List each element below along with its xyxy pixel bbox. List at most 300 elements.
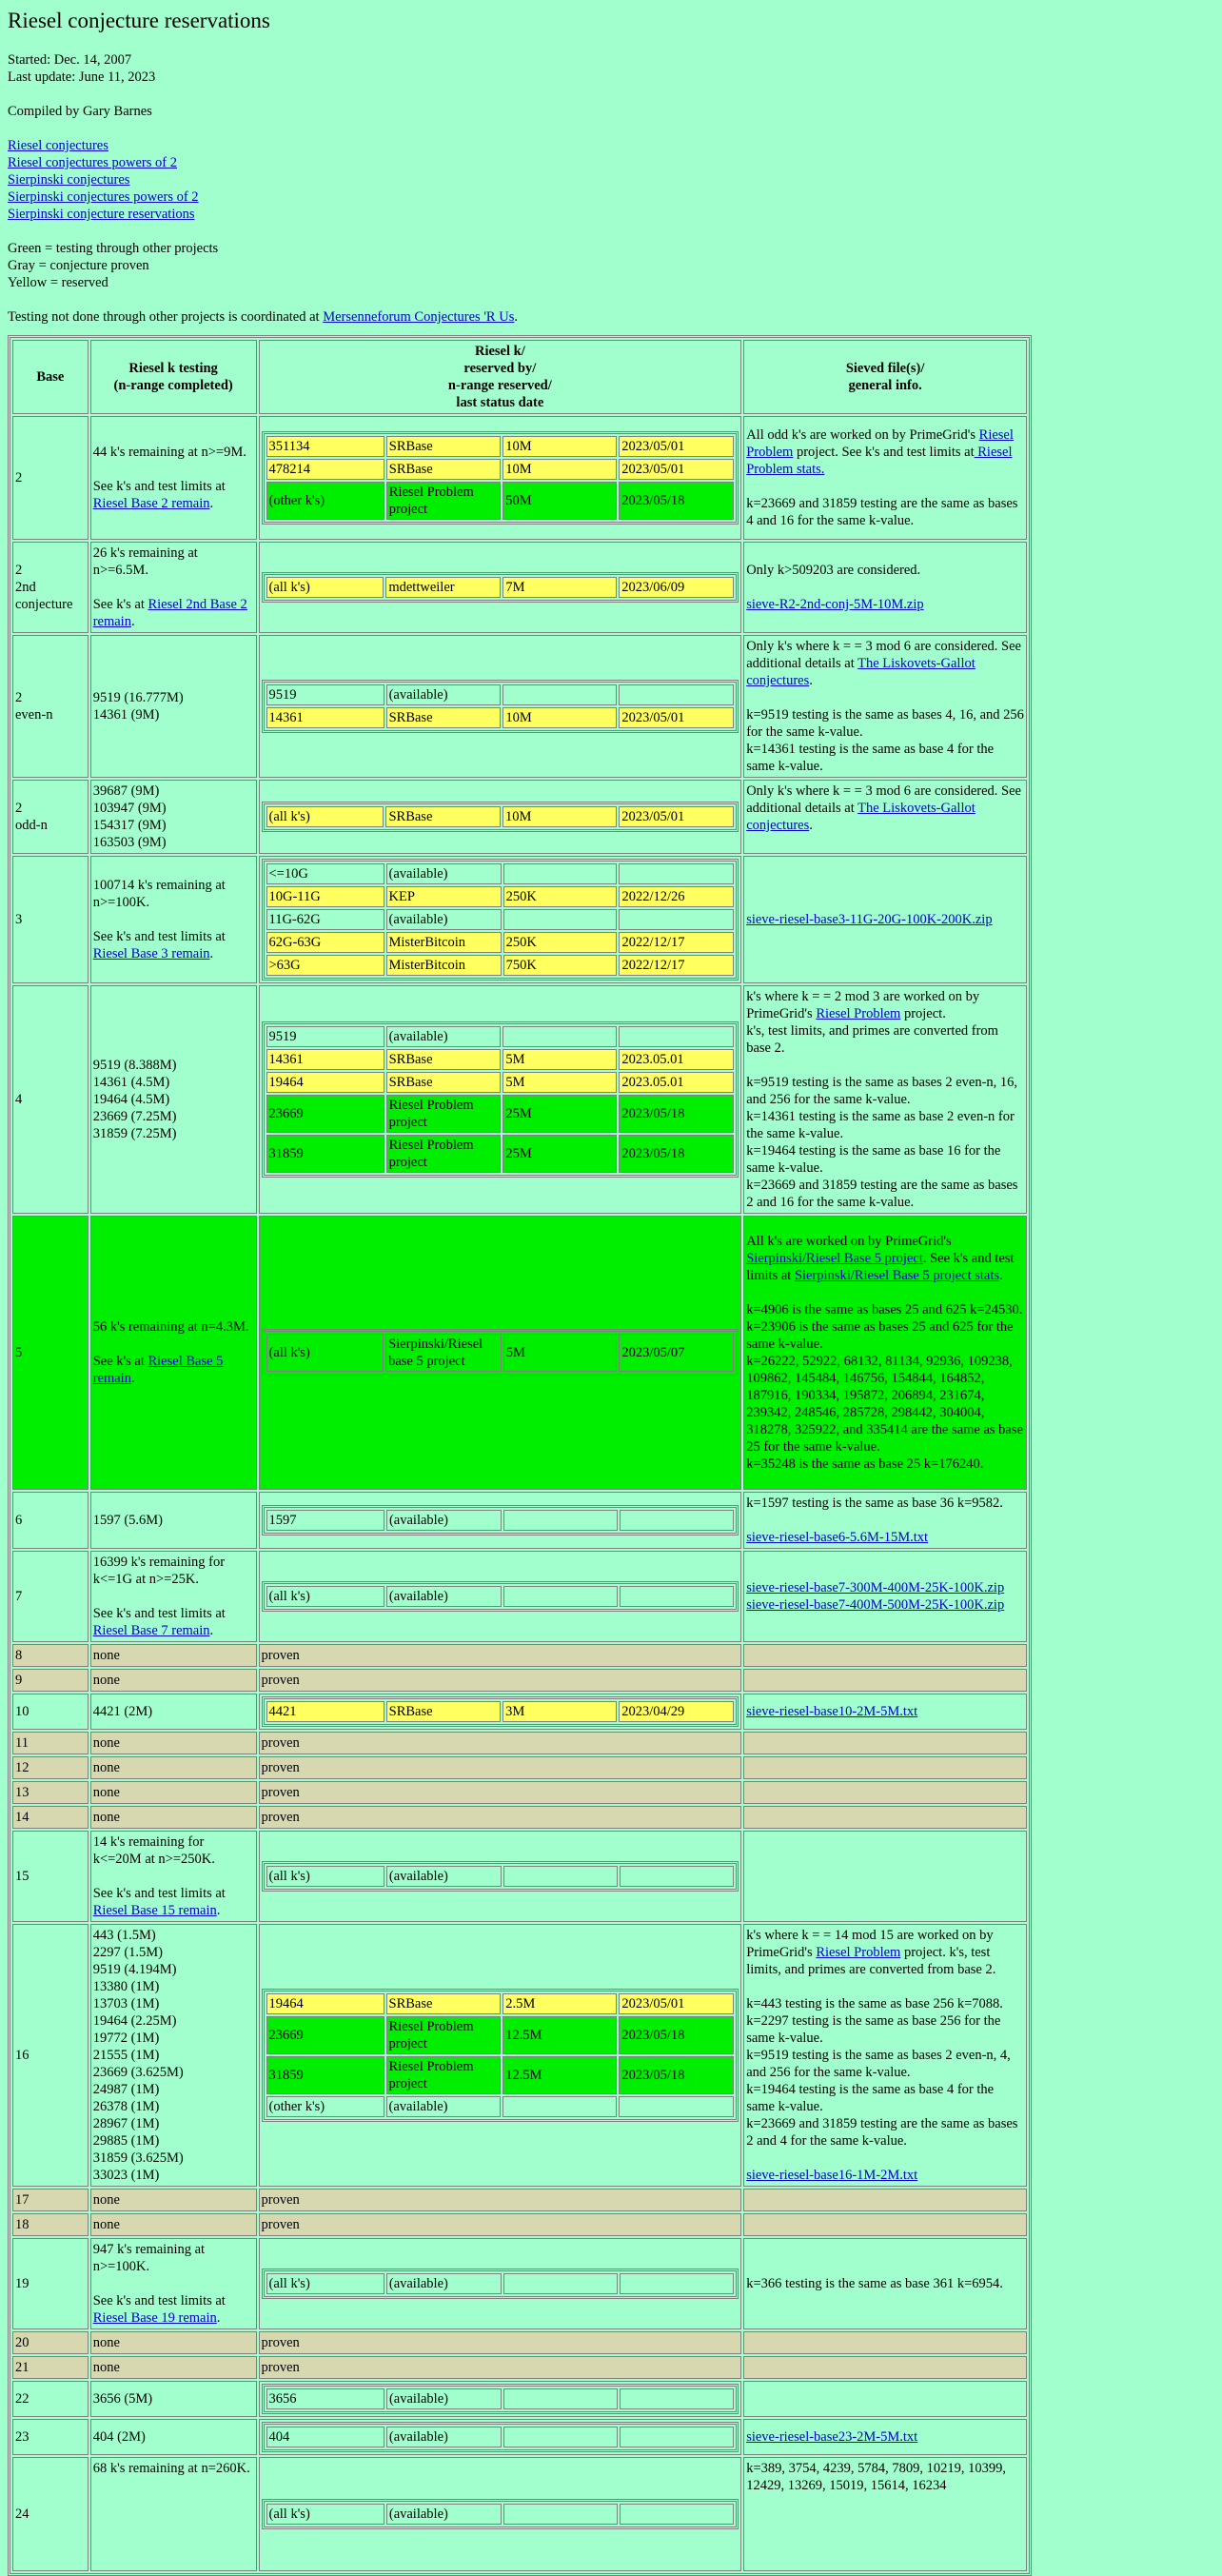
res-n: 3M [503,1701,617,1722]
sieve-file-link[interactable]: sieve-riesel-base16-1M-2M.txt [746,2168,918,2183]
base-cell: 24 [12,2457,89,2571]
table-row [12,1732,1027,1754]
res-date [620,1510,734,1531]
testing-text: 9519 (16.777M) [92,690,184,705]
table-row [12,780,1027,854]
riesel-problem-link[interactable]: Riesel Problem [816,1006,901,1021]
reservation-row [266,2016,735,2054]
res-date: 2023.05.01 [619,1049,734,1070]
testing-text: 19464 (4.5M) [92,1092,170,1107]
res-by: Riesel Problem project [386,2056,502,2094]
legend-yellow: Yellow = reserved [8,275,108,290]
res-k: 10G-11G [266,886,384,907]
info-cell [743,1924,1027,2187]
testing-cell: 4421 (2M) [90,1694,257,1730]
res-k: (all k's) [266,577,384,598]
testing-cell: 1597 (5.6M) [90,1492,257,1549]
reservation-subtable [262,680,739,733]
table-row [12,1924,1027,2187]
link-riesel-conjectures[interactable]: Riesel conjectures [8,138,108,153]
reservation-row [266,2388,735,2409]
res-by: SRBase [386,1049,502,1070]
res-date [620,2504,734,2525]
reservation-row [266,1866,735,1887]
compiled-by: Compiled by Gary Barnes [8,104,152,119]
reservation-row [266,1095,735,1133]
res-k: 14361 [266,1049,384,1070]
res-date: 2022/12/26 [619,886,734,907]
legend-green: Green = testing through other projects [8,241,219,256]
info-cell [743,1806,1027,1829]
res-by: Riesel Problem project [386,482,502,520]
info-text: k=19464 testing is the same as base 4 for the same k-value. [746,2082,995,2114]
info-cell: Only k's where k = = 3 mod 6 are considered. See additional details at The Liskovets-Gallot conjectures. k=9519 testing is the same as bases 4, 16, and 256 for the same k-value. k=14361 testing is the same as base 4 for the same k-value. [743,635,1027,778]
testing-text: 29885 (1M) [92,2133,160,2149]
base-cell: 14 [12,1806,89,1829]
res-date [619,863,734,884]
testing-cell: none [90,2331,257,2354]
reservation-row [266,1586,735,1607]
res-date: 2023/05/01 [619,459,734,480]
res-n: 7M [503,577,617,598]
table-row [12,1492,1027,1549]
info-cell [743,1551,1027,1642]
testing-text: 68 k's remaining at n=260K. [92,2461,250,2476]
testing-cell: 14 k's remaining for k<=20M at n>=250K. See k's and test limits at Riesel Base 15 remain. [90,1831,257,1922]
table-row [12,1216,1027,1490]
header-base: Base [12,340,89,414]
info-cell [743,985,1027,1214]
res-n: 10M [503,459,617,480]
reservation-subtable [262,431,739,525]
testing-cell: none [90,2189,257,2211]
base-text: conjecture [15,597,73,612]
info-cell [743,2419,1027,2455]
base-cell [12,635,89,778]
testing-cell: none [90,1732,257,1754]
header-reserved-l2: reserved by/ [463,361,537,376]
res-n: 750K [503,955,618,976]
base-cell: 13 [12,1781,89,1804]
res-n: 25M [503,1095,617,1133]
info-text: k's, test limits, and primes are converted from base 2. [746,1023,998,1056]
base-text: 2 [15,690,23,705]
testing-cell: 16399 k's remaining for k<=1G at n>=25K. See k's and test limits at Riesel Base 7 remain. [90,1551,257,1642]
base-cell: 23 [12,2419,89,2455]
sieve-file-link[interactable]: sieve-R2-2nd-conj-5M-10M.zip [746,597,924,612]
res-n: 12.5M [503,2016,617,2054]
header-reserved-l1: Riesel k/ [474,344,525,359]
base5-stats-link[interactable]: Sierpinski/Riesel Base 5 project stats [794,1268,1000,1283]
header-reserved-l4: last status date [456,395,544,410]
res-date: 2023/05/01 [619,1993,734,2014]
reservation-subtable [262,859,739,981]
res-by: SRBase [386,1072,502,1093]
info-text: project. [900,1006,946,1021]
reservation-subtable [262,2269,739,2299]
reserved-cell: proven [259,1756,742,1779]
reserved-cell [259,542,742,633]
table-row [12,2189,1027,2211]
testing-cell: 947 k's remaining at n>=100K. See k's and test limits at Riesel Base 19 remain. [90,2238,257,2329]
link-sierpinski-powers-of-2[interactable]: Sierpinski conjectures powers of 2 [8,189,199,205]
sieve-file-link[interactable]: sieve-riesel-base6-5.6M-15M.txt [746,1530,929,1545]
res-by: SRBase [386,1993,502,2014]
remain-link[interactable]: Riesel Base 3 remain [92,946,210,961]
res-n [503,1510,618,1531]
res-k: 1597 [266,1510,384,1531]
res-by: MisterBitcoin [386,955,502,976]
base-cell: 5 [12,1216,89,1490]
reservation-subtable [262,1505,739,1536]
info-text: k=23669 and 31859 testing are the same as bases 4 and 16 for the same k-value. [746,496,1018,528]
testing-text: 19464 (2.25M) [92,2013,177,2029]
riesel-problem-stats-link[interactable]: Riesel Problem stats. [746,445,1013,477]
testing-text: 2297 (1.5M) [92,1945,164,1960]
testing-cell: 26 k's remaining at n>=6.5M. See k's at Riesel 2nd Base 2 remain. [90,542,257,633]
info-text: Only k>509203 are considered. [746,563,921,578]
res-by: (available) [386,1866,502,1887]
res-by: SRBase [386,459,502,480]
link-riesel-powers-of-2[interactable]: Riesel conjectures powers of 2 [8,155,177,170]
testing-text: 443 (1.5M) [92,1928,156,1943]
res-k: (other k's) [266,482,384,520]
date-info [8,51,1222,86]
res-n [503,684,617,705]
res-k: >63G [266,955,384,976]
sieve-file-link[interactable]: sieve-riesel-base23-2M-5M.txt [746,2429,918,2445]
header-testing-l2: (n-range completed) [113,378,233,393]
reservation-row [266,436,735,457]
reservation-subtable [262,572,739,603]
link-sierpinski-conjectures[interactable]: Sierpinski conjectures [8,172,130,188]
info-cell [743,1732,1027,1754]
testing-text: 100714 k's remaining at n>=100K. [92,878,226,910]
reserved-cell: proven [259,2189,742,2211]
reservation-subtable [262,1329,739,1377]
base-text: 2 [15,801,23,816]
res-by: (available) [386,2504,502,2525]
res-n [503,863,618,884]
riesel-problem-link[interactable]: Riesel Problem [746,427,1014,460]
reservation-row [266,1701,735,1722]
reserved-cell [259,2419,742,2455]
testing-text: 14361 (9M) [92,707,160,723]
res-date [620,2388,734,2409]
res-n: 5M [503,1072,617,1093]
info-text: k=23669 and 31859 testing are the same as bases 2 and 4 for the same k-value. [746,2116,1018,2149]
testing-text: See k's and test limits at [92,929,226,944]
base-cell: 22 [12,2381,89,2417]
reserved-cell: proven [259,2213,742,2236]
color-legend [8,240,1222,291]
testing-text: 44 k's remaining at n>=9M. [92,445,246,460]
reservation-subtable [262,1581,739,1612]
res-k: 19464 [266,1993,384,2014]
res-date: 2023/05/01 [619,707,734,728]
info-text: k=35248 is the same as base 25 k=176240. [746,1456,984,1472]
reservation-subtable [262,2422,739,2452]
res-date: 2022/12/17 [619,955,734,976]
reserved-cell [259,2238,742,2329]
sieve-file-link[interactable]: sieve-riesel-base3-11G-20G-100K-200K.zip [746,912,993,927]
res-by: SRBase [386,436,502,457]
res-date: 2023/05/18 [619,482,734,520]
last-update-date: Last update: June 11, 2023 [8,69,156,85]
reservation-row [266,2273,735,2294]
res-date: 2023.05.01 [619,1072,734,1093]
res-by: (available) [386,1586,502,1607]
testing-cell: none [90,1781,257,1804]
res-date: 2023/05/18 [619,2016,734,2054]
res-by: SRBase [386,707,502,728]
testing-text: 39687 (9M) [92,783,160,799]
res-by: (available) [386,863,502,884]
sieve-file-link[interactable]: sieve-riesel-base10-2M-5M.txt [746,1704,918,1719]
res-k: 14361 [266,707,384,728]
reservation-row [266,955,735,976]
info-text: Only k's where k = = 3 mod 6 are considered. See additional details at [746,783,1021,816]
reserved-cell [259,856,742,983]
testing-text: 26378 (1M) [92,2099,160,2114]
table-row [12,2331,1027,2354]
res-by: MisterBitcoin [386,932,502,953]
info-text: k's where k = = 14 mod 15 are worked on by PrimeGrid's [746,1928,994,1960]
table-header-row [12,340,1027,414]
info-text: k=389, 3754, 4239, 5784, 7809, 10219, 10399, 12429, 13269, 15019, 15614, 16234 [746,2461,1007,2493]
res-k: 9519 [266,684,384,705]
header-sieved-l1: Sieved file(s)/ [845,361,925,376]
res-n: 10M [503,707,617,728]
sieve-file-link[interactable]: sieve-riesel-base7-300M-400M-25K-100K.zip [746,1580,1005,1595]
testing-text: 56 k's remaining at n=4.3M. [92,1319,249,1335]
remain-link[interactable]: Riesel Base 19 remain [92,2310,217,2326]
remain-link[interactable]: Riesel Base 5 remain [92,1354,224,1386]
testing-text: 24987 (1M) [92,2082,160,2097]
reservation-row [266,1510,735,1531]
testing-text: 163503 (9M) [92,835,167,850]
res-date: 2023/05/01 [619,806,734,827]
info-text: Only k's where k = = 3 mod 6 are considered. See additional details at [746,639,1021,671]
base-cell: 18 [12,2213,89,2236]
info-cell [743,1694,1027,1730]
res-by: (available) [386,2427,502,2447]
res-date: 2023/05/18 [619,1135,734,1173]
reserved-cell: proven [259,1781,742,1804]
testing-text: 16399 k's remaining for k<=1G at n>=25K. [92,1555,226,1587]
testing-text: See k's at [92,1354,148,1369]
table-row [12,985,1027,1214]
res-by: (available) [386,1510,502,1531]
testing-text: See k's at [92,597,148,612]
res-n [503,2388,618,2409]
table-row [12,2213,1027,2236]
info-cell [743,1756,1027,1779]
reserved-cell [259,1694,742,1730]
info-text: All odd k's are worked on by PrimeGrid's [746,427,979,443]
reserved-cell [259,635,742,778]
reserved-cell [259,1216,742,1490]
table-row [12,2419,1027,2455]
reservation-row [266,863,735,884]
started-date: Started: Dec. 14, 2007 [8,52,132,68]
info-text: k=443 testing is the same as base 256 k=7088. [746,1996,1003,2011]
res-k: <=10G [266,863,384,884]
table-row [12,1669,1027,1692]
table-row [12,2238,1027,2329]
res-by: (available) [386,909,502,930]
base-cell: 20 [12,2331,89,2354]
remain-link[interactable]: Riesel Base 15 remain [92,1903,217,1918]
table-row [12,1756,1027,1779]
info-text: k=9519 testing is the same as bases 2 even-n, 4, and 256 for the same k-value. [746,2048,1011,2080]
page-title: Riesel conjecture reservations [8,9,270,32]
info-cell [743,1492,1027,1549]
info-text: k=2297 testing is the same as base 256 for the same k-value. [746,2013,1001,2046]
info-text: k=14361 testing is the same as base 4 for the same k-value. [746,742,995,774]
res-n: 10M [503,806,617,827]
res-by: SRBase [386,1701,502,1722]
testing-text: 13703 (1M) [92,1996,160,2011]
base5-project-link[interactable]: Sierpinski/Riesel Base 5 project [746,1251,923,1266]
res-by: Riesel Problem project [386,2016,502,2054]
res-k: 19464 [266,1072,384,1093]
res-k: (all k's) [266,2273,384,2294]
testing-text: See k's and test limits at [92,1886,226,1901]
res-k: 351134 [266,436,384,457]
reserved-cell [259,2381,742,2417]
info-cell [743,1831,1027,1922]
res-n: 250K [503,932,618,953]
reservation-row [266,1334,735,1372]
testing-text: 31859 (3.625M) [92,2150,184,2166]
remain-link[interactable]: Riesel Base 7 remain [92,1623,210,1638]
res-n [503,2504,618,2525]
res-n: 25M [503,1135,617,1173]
res-date [619,684,734,705]
mersenneforum-link[interactable]: Mersenneforum Conjectures 'R Us [323,309,515,325]
res-date: 2023/05/07 [619,1334,734,1372]
reserved-cell: proven [259,1732,742,1754]
res-k: 11G-62G [266,909,384,930]
res-date [619,2096,734,2117]
res-by: SRBase [385,806,501,827]
res-k: 23669 [266,2016,384,2054]
res-by: (available) [386,1026,502,1047]
base-cell: 17 [12,2189,89,2211]
remain-link[interactable]: Riesel 2nd Base 2 remain [92,597,247,629]
testing-cell: 56 k's remaining at n=4.3M. See k's at Riesel Base 5 remain. [90,1216,257,1490]
table-row [12,1694,1027,1730]
info-text: k's where k = = 2 mod 3 are worked on by PrimeGrid's [746,989,980,1021]
info-cell [743,1216,1027,1490]
info-cell [743,1669,1027,1692]
base-text: 2 [15,563,23,578]
reservation-subtable [262,1989,739,2122]
testing-text: See k's and test limits at [92,1606,226,1621]
info-text: . [999,1268,1003,1283]
legend-gray: Gray = conjecture proven [8,258,149,273]
res-by: mdettweiler [385,577,501,598]
riesel-problem-link[interactable]: Riesel Problem [816,1945,901,1960]
res-n [503,2273,618,2294]
reservation-row [266,577,735,598]
testing-cell: none [90,2356,257,2379]
res-by: Riesel Problem project [386,1095,502,1133]
table-row [12,2457,1027,2571]
testing-text: 31859 (7.25M) [92,1126,177,1141]
testing-text: 28967 (1M) [92,2116,160,2131]
testing-text: 33023 (1M) [92,2168,160,2183]
res-n [503,2096,617,2117]
base-cell: 8 [12,1644,89,1667]
testing-text: 13380 (1M) [92,1979,160,1994]
testing-text: 103947 (9M) [92,801,167,816]
link-sierpinski-reservations[interactable]: Sierpinski conjecture reservations [8,207,195,222]
header-reserved-l3: n-range reserved/ [447,378,552,393]
reserved-cell [259,985,742,1214]
res-by: KEP [386,886,502,907]
info-text: k=19464 testing is the same as base 16 for the same k-value. [746,1143,1001,1176]
sieve-file-link[interactable]: sieve-riesel-base7-400M-500M-25K-100K.zip [746,1597,1005,1613]
res-n: 2.5M [503,1993,617,2014]
reserved-cell [259,1924,742,2187]
remain-link[interactable]: Riesel Base 2 remain [92,496,210,511]
reserved-cell [259,1551,742,1642]
header-testing [90,340,257,414]
reserved-cell [259,2457,742,2571]
info-text: All k's are worked on by PrimeGrid's [746,1234,952,1249]
res-k: (other k's) [266,2096,384,2117]
res-by: (available) [386,2273,502,2294]
liskovets-gallot-link[interactable]: The Liskovets-Gallot conjectures [746,801,976,833]
base-cell [12,780,89,854]
res-k: 478214 [266,459,384,480]
testing-cell: none [90,1756,257,1779]
info-text: k=26222, 52922, 68132, 81134, 92936, 109238, 109862, 145484, 146756, 154844, 164852, 187916, 190334, 195872, 206894, 231674, 239342, 248546, 285728, 298442, 304004, 318278, 325922, and 335414 are the same as base 25 for the same k-value. [746,1354,1023,1455]
base-cell: 7 [12,1551,89,1642]
reservation-subtable [262,1696,739,1727]
reservation-row [266,2096,735,2117]
reservation-row [266,932,735,953]
res-date: 2023/05/18 [619,2056,734,2094]
testing-cell: 404 (2M) [90,2419,257,2455]
info-cell [743,416,1027,540]
reserved-cell [259,416,742,540]
res-n: 5M [503,1049,617,1070]
testing-cell: none [90,1806,257,1829]
testing-text: 9519 (8.388M) [92,1058,177,1073]
testing-text: 14 k's remaining for k<=20M at n>=250K. [92,1834,215,1867]
res-date: 2023/06/09 [619,577,734,598]
liskovets-gallot-link[interactable]: The Liskovets-Gallot conjectures [746,656,976,688]
base-text: 2nd [15,580,36,595]
res-k: 4421 [266,1701,384,1722]
info-text: project. k's, test limits, and primes are converted from base 2. [746,1945,996,1977]
res-date [620,1866,734,1887]
testing-cell: 44 k's remaining at n>=9M. See k's and test limits at Riesel Base 2 remain. [90,416,257,540]
header-reserved [259,340,742,414]
testing-text: See k's and test limits at [92,479,226,494]
info-text: project. See k's and test limits at [793,445,975,460]
info-text: k=14361 testing is the same as base 2 even-n for the same k-value. [746,1109,1015,1141]
reservation-row [266,1049,735,1070]
res-by: Sierpinski/Riesel base 5 project [385,1334,502,1372]
res-by: Riesel Problem project [386,1135,502,1173]
reservation-row [266,886,735,907]
res-k: (all k's) [266,806,384,827]
info-cell [743,2356,1027,2379]
